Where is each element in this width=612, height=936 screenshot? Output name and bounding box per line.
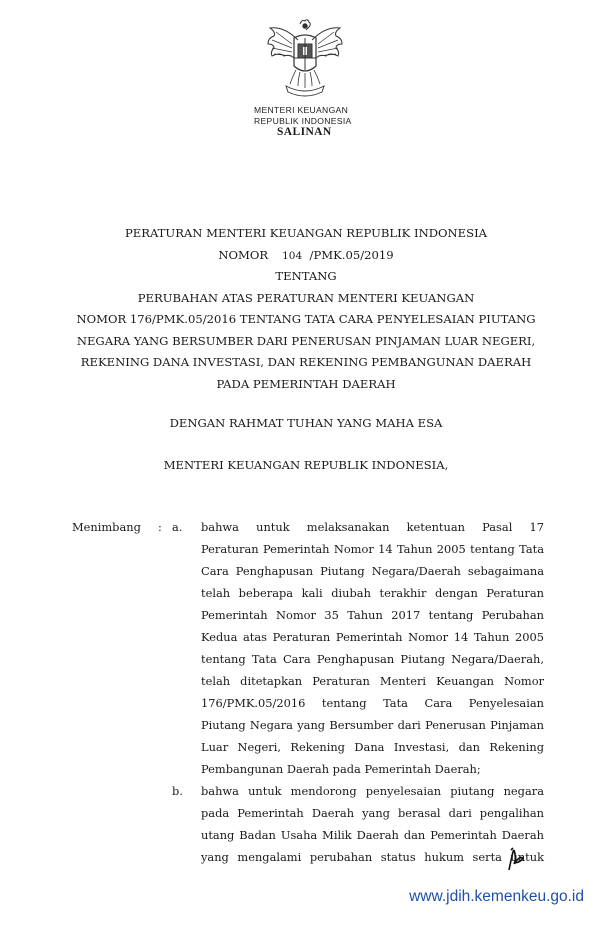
subject-line: PERUBAHAN ATAS PERATURAN MENTERI KEUANGAN	[137, 290, 475, 305]
text-line: Cara Penghapusan Piutang Negara/Daerah sebagaimana	[201, 564, 544, 578]
nomor-label: NOMOR	[218, 247, 269, 262]
item-text	[201, 516, 544, 780]
salinan-label: SALINAN	[277, 126, 332, 138]
text-line: Kedua atas Peraturan Pemerintah Nomor 14 Tahun 2005	[201, 630, 544, 644]
text-line: yang mengalami perubahan status hukum serta untuk	[201, 850, 544, 864]
text-line: bahwa untuk melaksanakan ketentuan Pasal 17	[201, 520, 544, 534]
republic-name: REPUBLIK INDONESIA	[254, 115, 352, 126]
jdih-website-link[interactable]: www.jdih.kemenkeu.go.id	[409, 888, 584, 905]
text-line: utang Badan Usaha Milik Daerah dan Pemerintah Daerah	[201, 828, 544, 842]
text-line: Pemerintah Nomor 35 Tahun 2017 tentang Perubahan	[201, 608, 544, 622]
ministry-name: MENTERI KEUANGAN	[254, 105, 349, 115]
text-line: Peraturan Pemerintah Nomor 14 Tahun 2005 tentang Tata	[201, 542, 544, 556]
regulation-title	[0, 223, 612, 395]
subject-line: NOMOR 176/PMK.05/2016 TENTANG TATA CARA PENYELESAIAN PIUTANG	[76, 312, 536, 326]
text-line: tentang Tata Cara Penghapusan Piutang Negara/Daerah,	[201, 652, 544, 666]
item-marker: b.	[172, 784, 183, 798]
authority-line: MENTERI KEUANGAN REPUBLIK INDONESIA,	[163, 458, 449, 472]
text-line: 176/PMK.05/2016 tentang Tata Cara Penyelesaian	[201, 696, 544, 710]
regulation-number	[0, 245, 612, 267]
item-marker: a.	[172, 520, 183, 534]
menimbang-label: Menimbang	[72, 520, 141, 534]
text-line: telah ditetapkan Peraturan Menteri Keuangan Nomor	[201, 674, 544, 688]
menimbang-colon: :	[158, 520, 162, 534]
tentang-label: TENTANG	[275, 269, 337, 283]
ministry-header	[254, 105, 394, 139]
item-text	[201, 780, 544, 868]
text-line: telah beberapa kali diubah terakhir dengan Peraturan	[201, 586, 544, 600]
subject-line: NEGARA YANG BERSUMBER DARI PENERUSAN PINJAMAN LUAR NEGERI,	[76, 333, 536, 348]
title-line: PERATURAN MENTERI KEUANGAN REPUBLIK INDONESIA	[124, 226, 488, 240]
text-line: pada Pemerintah Daerah yang berasal dari pengalihan	[201, 806, 544, 820]
nomor-suffix: /PMK.05/2019	[309, 247, 394, 262]
greeting: DENGAN RAHMAT TUHAN YANG MAHA ESA	[169, 416, 443, 430]
text-line: Piutang Negara yang Bersumber dari Penerusan Pinjaman	[201, 718, 544, 732]
nomor-value: 104	[282, 249, 303, 262]
initial-signature-icon	[505, 846, 527, 872]
subject-line: REKENING DANA INVESTASI, DAN REKENING PEMBANGUNAN DAERAH	[80, 355, 532, 369]
garuda-emblem-icon	[262, 18, 348, 100]
text-line: bahwa untuk mendorong penyelesaian piutang negara	[201, 784, 544, 798]
text-line: Luar Negeri, Rekening Dana Investasi, dan Rekening	[201, 740, 544, 754]
text-line: Pembangunan Daerah pada Pemerintah Daerah;	[201, 762, 481, 776]
subject-line: PADA PEMERINTAH DAERAH	[216, 376, 396, 391]
